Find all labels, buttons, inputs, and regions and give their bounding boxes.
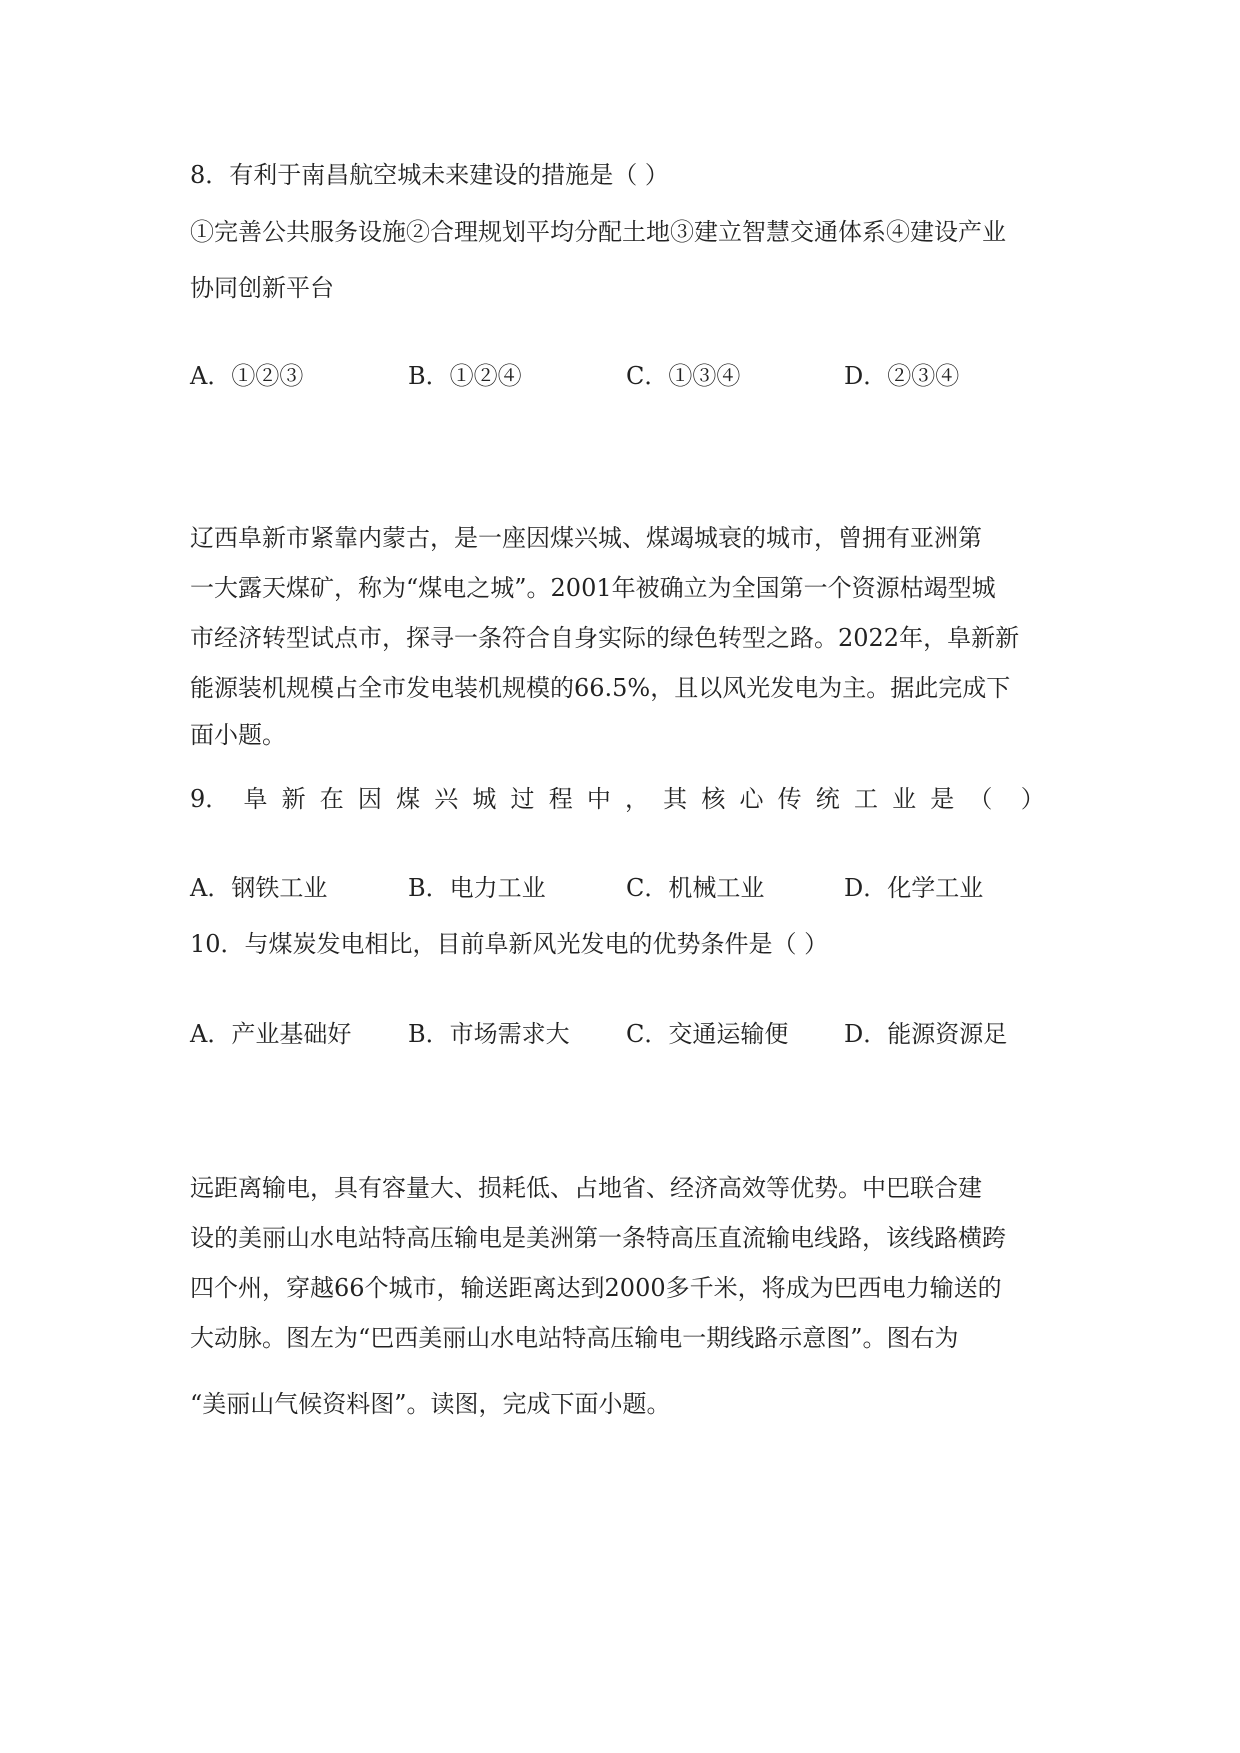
q9-options <box>190 872 1070 904</box>
q9-stem-char: 过 <box>510 785 535 813</box>
passage-fuxin <box>190 513 1052 757</box>
q9-stem-char: 心 <box>739 785 764 813</box>
q8-option-a[interactable]: A．①②③ <box>190 362 304 390</box>
q9-stem-char: 兴 <box>434 785 459 813</box>
q9-stem-char: 中 <box>586 785 611 813</box>
q10-stem: 10．与煤炭发电相比，目前阜新风光发电的优势条件是（ ） <box>190 930 829 958</box>
q8-option-c[interactable]: C．①③④ <box>626 362 741 390</box>
q9-stem-char: 9． <box>190 785 230 813</box>
q9-stem-char: 阜 <box>243 785 268 813</box>
passage-fuxin-line: 辽西阜新市紧靠内蒙古，是一座因煤兴城、煤竭城衰的城市，曾拥有亚洲第 <box>190 524 982 552</box>
q9-stem <box>190 783 1045 815</box>
q9-option-b[interactable]: B．电力工业 <box>408 874 546 902</box>
passage-belo-monte <box>190 1163 1052 1429</box>
q9-stem-char: 传 <box>777 785 802 813</box>
q8-option-b[interactable]: B．①②④ <box>408 362 522 390</box>
q9-option-a[interactable]: A．钢铁工业 <box>190 874 328 902</box>
q10-option-b[interactable]: B．市场需求大 <box>408 1020 570 1048</box>
q9-stem-char: 因 <box>357 785 382 813</box>
q9-stem-char: 城 <box>472 785 497 813</box>
q9-stem-char: ， <box>625 785 649 813</box>
q8-stem: 8．有利于南昌航空城未来建设的措施是（ ） <box>190 161 669 189</box>
q9-stem-char: 程 <box>548 785 573 813</box>
q8-statements-line2: 协同创新平台 <box>190 274 334 302</box>
q9-stem-char: 工 <box>853 785 878 813</box>
q10-option-c[interactable]: C．交通运输便 <box>626 1020 789 1048</box>
q10-option-a[interactable]: A．产业基础好 <box>190 1020 352 1048</box>
q9-stem-char: （ <box>968 785 993 813</box>
q9-stem-char: 业 <box>892 785 917 813</box>
passage-belo-monte-line: 四个州，穿越66个城市，输送距离达到2000多千米，将成为巴西电力输送的 <box>190 1274 1002 1302</box>
q10-option-d[interactable]: D．能源资源足 <box>844 1020 1008 1048</box>
passage-fuxin-line: 面小题。 <box>190 721 286 749</box>
q10-options <box>190 1018 1070 1050</box>
q9-stem-char: 统 <box>815 785 840 813</box>
q9-option-d[interactable]: D．化学工业 <box>844 874 984 902</box>
q9-stem-char: 在 <box>319 785 344 813</box>
passage-belo-monte-line: 远距离输电，具有容量大、损耗低、占地省、经济高效等优势。中巴联合建 <box>190 1174 982 1202</box>
q9-option-c[interactable]: C．机械工业 <box>626 874 765 902</box>
q8-statements-line1: ①完善公共服务设施②合理规划平均分配土地③建立智慧交通体系④建设产业 <box>190 218 1006 246</box>
q9-stem-char: 煤 <box>396 785 421 813</box>
passage-fuxin-line: 市经济转型试点市，探寻一条符合自身实际的绿色转型之路。2022年，阜新新 <box>190 624 1020 652</box>
passage-fuxin-line: 一大露天煤矿，称为“煤电之城”。2001年被确立为全国第一个资源枯竭型城 <box>190 574 996 602</box>
passage-belo-monte-line: 大动脉。图左为“巴西美丽山水电站特高压输电一期线路示意图”。图右为 <box>190 1324 959 1352</box>
passage-belo-monte-line: 设的美丽山水电站特高压输电是美洲第一条特高压直流输电线路，该线路横跨 <box>190 1224 1006 1252</box>
q9-stem-char: ） <box>1020 785 1045 813</box>
passage-belo-monte-line: “美丽山气候资料图”。读图，完成下面小题。 <box>190 1390 671 1418</box>
q9-stem-char: 核 <box>701 785 726 813</box>
q9-stem-char: 其 <box>663 785 688 813</box>
q8-options <box>190 360 1070 392</box>
q8-option-d[interactable]: D．②③④ <box>844 362 960 390</box>
passage-fuxin-line: 能源装机规模占全市发电装机规模的66.5%，且以风光发电为主。据此完成下 <box>190 674 1011 702</box>
q9-stem-char: 是 <box>930 785 955 813</box>
q9-stem-char: 新 <box>281 785 306 813</box>
